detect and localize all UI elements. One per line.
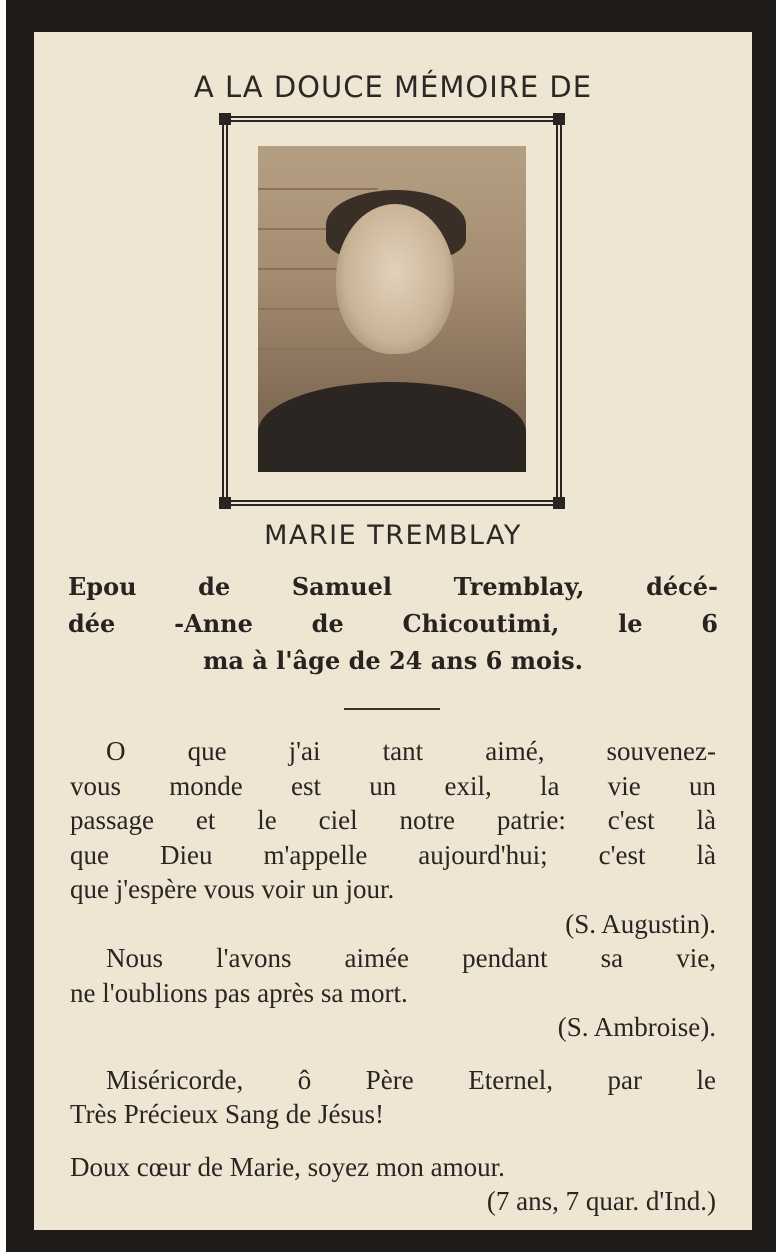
portrait-photo: [258, 146, 526, 472]
biography: [68, 568, 718, 679]
spacer: [70, 1132, 716, 1150]
prayer-line: Nous l'avons aimée pendant sa vie,: [106, 943, 716, 973]
bio-line: dée -Anne de Chicoutimi, le 6: [68, 609, 718, 638]
prayer-text: [70, 734, 716, 1219]
frame-corner-ornament: [219, 497, 231, 509]
prayer-line: Doux cœur de Marie, soyez mon amour.: [70, 1151, 505, 1182]
prayer-line: Miséricorde, ô Père Eternel, par le: [106, 1064, 716, 1095]
indulgence-note: (7 ans, 7 quar. d'Ind.): [486, 1186, 716, 1216]
memorial-card: [34, 32, 752, 1230]
card-heading: A LA DOUCE MÉMOIRE DE: [193, 70, 593, 104]
prayer-line: que j'espère vous voir un jour.: [70, 874, 395, 904]
prayer-line: vous monde est un exil, la vie un: [70, 770, 716, 801]
prayer-line: que Dieu m'appelle aujourd'hui; c'est là: [70, 839, 716, 870]
portrait-face: [336, 204, 454, 354]
deceased-name: MARIE TREMBLAY: [264, 520, 522, 551]
portrait-body: [258, 382, 526, 472]
attribution: (S. Ambroise).: [557, 1012, 716, 1042]
attribution: (S. Augustin).: [565, 908, 716, 939]
wall-brick: [258, 166, 378, 190]
bio-line: Epou de Samuel Tremblay, décé-: [68, 572, 718, 601]
frame-corner-ornament: [219, 113, 231, 125]
frame-corner-ornament: [553, 113, 565, 125]
divider-rule: [344, 708, 440, 710]
prayer-line: ne l'oublions pas après sa mort.: [70, 977, 408, 1008]
spacer: [70, 1045, 716, 1063]
prayer-line: passage et le ciel notre patrie: c'est là: [70, 805, 716, 835]
prayer-line: Très Précieux Sang de Jésus!: [70, 1099, 384, 1129]
bio-line: ma à l'âge de 24 ans 6 mois.: [202, 646, 584, 675]
ornamental-frame-icon: [222, 116, 562, 506]
frame-corner-ornament: [553, 497, 565, 509]
prayer-line: O que j'ai tant aimé, souvenez-: [106, 736, 716, 766]
